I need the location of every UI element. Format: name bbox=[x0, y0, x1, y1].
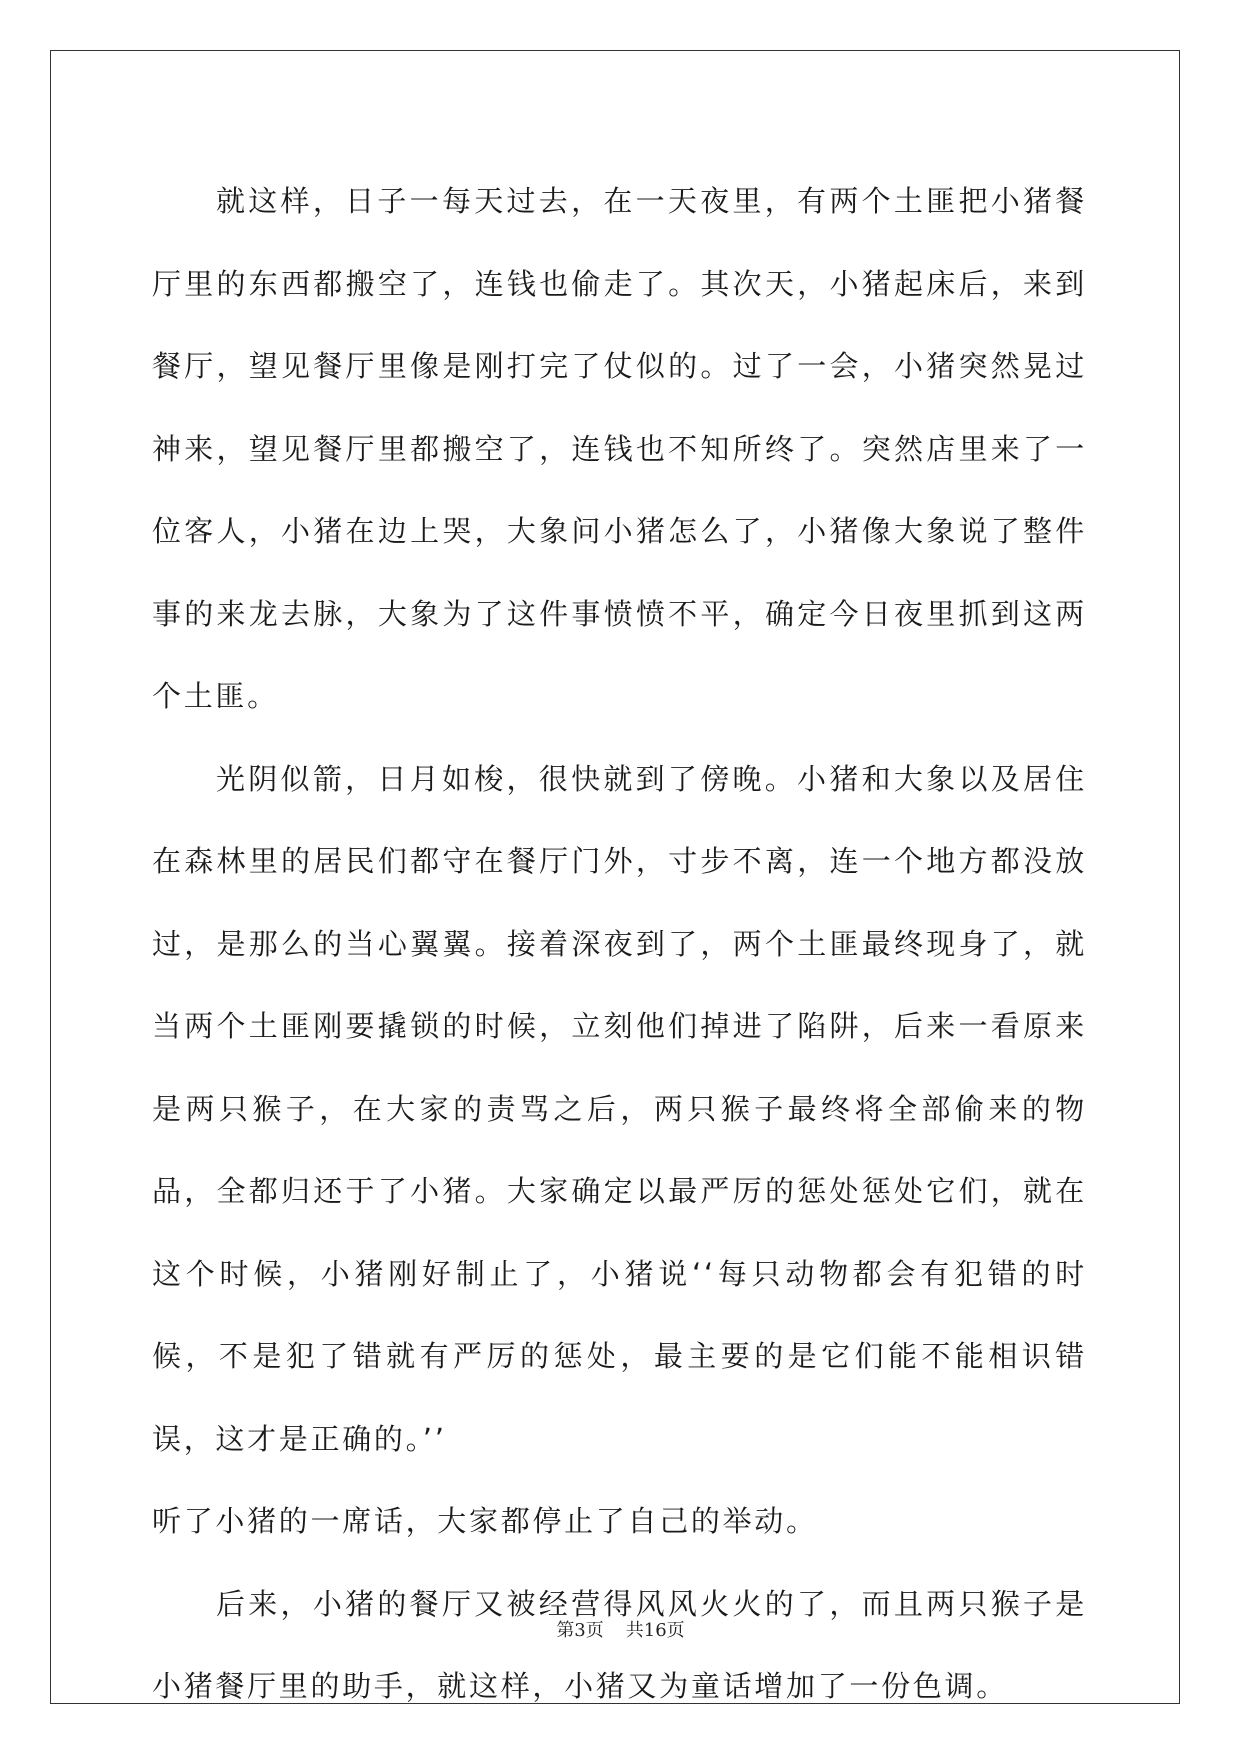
page-footer bbox=[0, 1616, 1241, 1642]
page-number: 第3页 bbox=[556, 1620, 604, 1641]
paragraph-2: 光阴似箭，日月如梭，很快就到了傍晚。小猪和大象以及居住在森林里的居民们都守在餐厅门外，寸步不离，连一个地方都没放过，是那么的当心翼翼。接着深夜到了，两个土匪最终现身了，就当两个土匪刚要撬锁的时候，立刻他们掉进了陷阱，后来一看原来是两只猴子，在大家的责骂之后，两只猴子最终将全部偷来的物品，全都归还于了小猪。大家确定以最严厉的惩处惩处它们，就在这个时候，小猪刚好制止了，小猪说‘‘每只动物都会有犯错的时候，不是犯了错就有严厉的惩处，最主要的是它们能不能相识错误，这才是正确的。’’ bbox=[152, 761, 1087, 1456]
paragraph-2-continued: 听了小猪的一席话，大家都停止了自己的举动。 bbox=[152, 1504, 818, 1538]
total-pages: 共16页 bbox=[625, 1620, 685, 1641]
paragraph-3: 后来，小猪的餐厅又被经营得风风火火的了，而且两只猴子是小猪餐厅里的助手，就这样，小猪又为童话增加了一份色调。 bbox=[152, 1586, 1087, 1703]
paragraph-1: 就这样，日子一每天过去，在一天夜里，有两个土匪把小猪餐厅里的东西都搬空了，连钱也偷走了。其次天，小猪起床后，来到餐厅，望见餐厅里像是刚打完了仗似的。过了一会，小猪突然晃过神来，望见餐厅里都搬空了，连钱也不知所终了。突然店里来了一位客人，小猪在边上哭，大象问小猪怎么了，小猪像大象说了整件事的来龙去脉，大象为了这件事愤愤不平，确定今日夜里抓到这两个土匪。 bbox=[152, 184, 1087, 713]
document-body bbox=[152, 160, 1087, 1728]
